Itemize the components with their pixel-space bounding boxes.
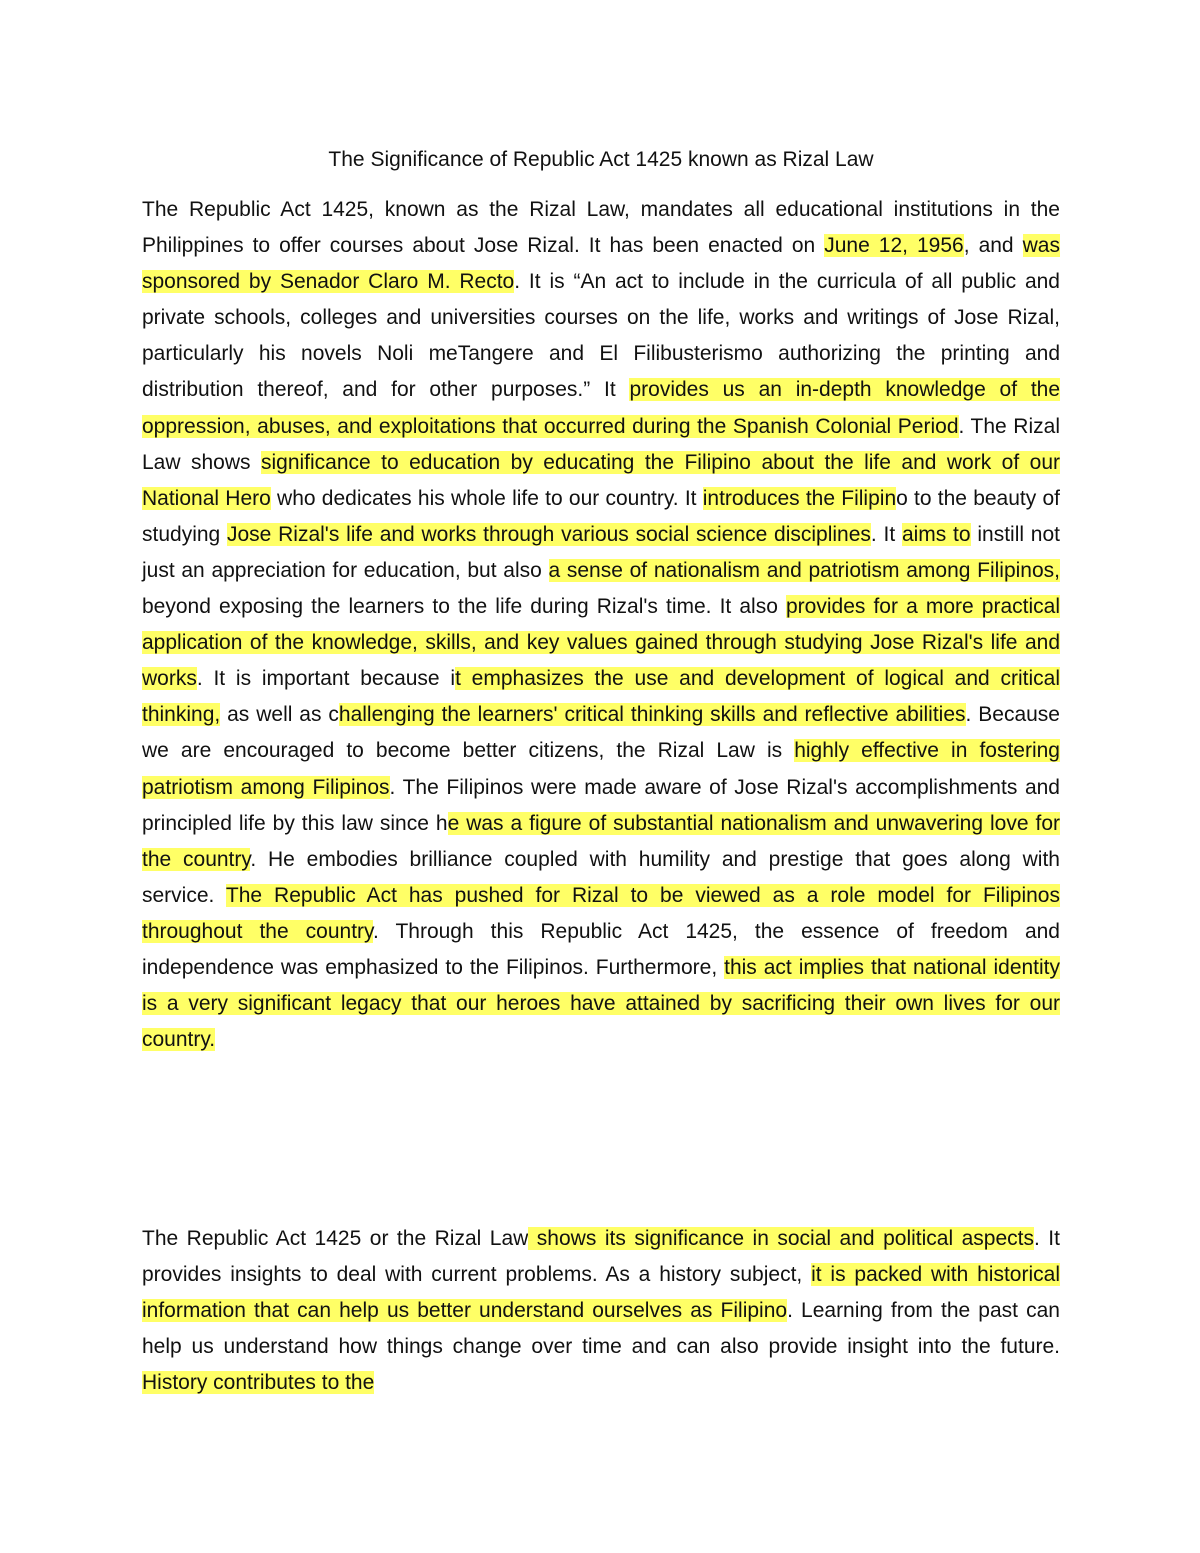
body-text: The Republic Act 1425 or the Rizal Law	[142, 1227, 529, 1250]
body-text: . It	[870, 522, 902, 546]
highlighted-text: June 12, 1956	[824, 234, 964, 258]
body-text: . Learning from the past can help us understand how things change over time and can also provide insight into the future.	[142, 1299, 1060, 1359]
highlighted-text: highly effective in fostering patriotism among Filipinos	[142, 739, 1060, 799]
highlighted-text: hallenging the learners' critical thinking skills and reflective abilities	[338, 703, 966, 727]
highlighted-text: e was a figure of substantial nationalism and unwavering love for the country	[142, 811, 1060, 871]
highlighted-text: t emphasizes the use and development of logical and critical thinking,	[142, 667, 1060, 727]
body-text: beyond exposing the learners to the life during Rizal's time. It also	[142, 595, 786, 619]
highlighted-text: shows its significance in social and political aspects	[528, 1227, 1034, 1250]
highlighted-text: this act implies that national identity is a very significant legacy that our heroes have attained by sacrificing their own lives for our country.	[142, 955, 1061, 1052]
highlighted-text: a sense of nationalism and patriotism among Filipinos,	[548, 558, 1060, 582]
body-text: instill not just an appreciation for education, but also	[142, 522, 1060, 582]
body-text: The Republic Act 1425, known as the Rizal Law, mandates all educational institutions in the Philippines to offer courses about Jose Rizal. It has been enacted on	[142, 198, 1060, 258]
paragraph-2	[142, 1221, 1060, 1401]
body-text: . Through this Republic Act 1425, the essence of freedom and independence was emphasized to the Filipinos. Furthermore,	[142, 919, 1060, 979]
highlighted-text: significance to education by educating the Filipino about the life and work of our National Hero	[142, 450, 1061, 510]
document-title: The Significance of Republic Act 1425 known as Rizal Law	[328, 148, 874, 171]
highlighted-text: The Republic Act has pushed for Rizal to be viewed as a role model for Filipinos throughout the country	[142, 883, 1060, 943]
highlighted-text: provides us an in-depth knowledge of the oppression, abuses, and exploitations that occurred during the Spanish Colonial Period	[142, 378, 1061, 438]
body-text: . It provides insights to deal with current problems. As a history subject,	[142, 1227, 1060, 1287]
highlighted-text: provides for a more practical application of the knowledge, skills, and key values gained through studying Jose Rizal's life and works	[142, 595, 1060, 691]
highlighted-text: Jose Rizal's life and works through various social science disciplines	[227, 522, 871, 546]
body-text: , and	[963, 234, 1023, 258]
body-text: . It is important because i	[196, 667, 456, 691]
body-text: . The Filipinos were made aware of Jose Rizal's accomplishments and principled life by this law since h	[142, 775, 1060, 835]
body-text: . He embodies brilliance coupled with humility and prestige that goes along with service.	[142, 847, 1060, 907]
body-text: o to the beauty of studying	[142, 486, 1060, 546]
body-text: . It is “An act to include in the curricula of all public and private schools, colleges and universities courses on the life, works and writings of Jose Rizal, particularly his novels Noli meTangere and El Filibusterismo authorizing the printing and distribution thereof, and for other purposes.” It	[142, 270, 1060, 402]
body-text: . Because we are encouraged to become better citizens, the Rizal Law is	[142, 703, 1060, 763]
highlighted-text: aims to	[901, 522, 971, 546]
body-text: who dedicates his whole life to our country. It	[270, 486, 703, 510]
body-text: . The Rizal Law shows	[142, 414, 1060, 474]
paragraph-1	[142, 192, 1060, 1058]
highlighted-text: was sponsored by Senador Claro M. Recto	[142, 234, 1060, 294]
body-text: as well as c	[220, 703, 339, 727]
highlighted-text: it is packed with historical information that can help us better understand ourselves as Filipino	[142, 1263, 1060, 1323]
highlighted-text: introduces the Filipin	[702, 486, 897, 510]
highlighted-text: History contributes to the	[142, 1371, 375, 1395]
